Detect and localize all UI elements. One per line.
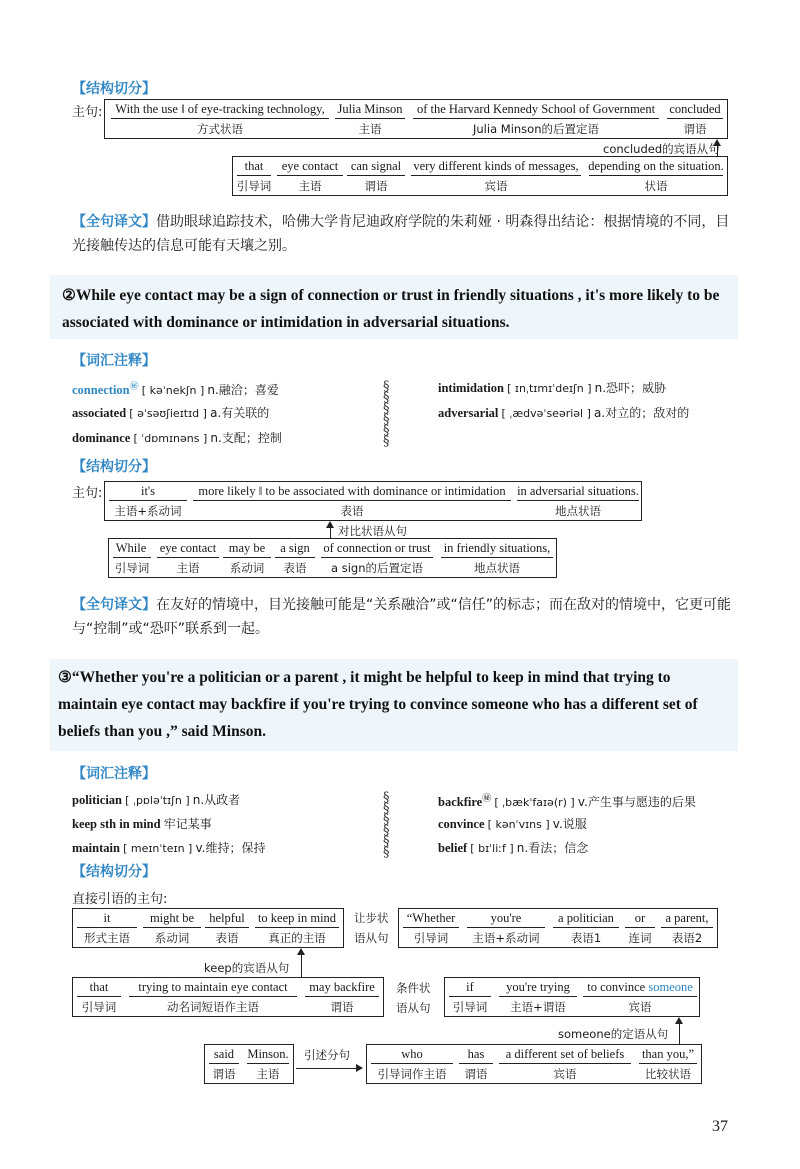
underline xyxy=(205,927,249,928)
seg-zh: 系动词 xyxy=(154,931,190,945)
underline xyxy=(275,557,315,558)
underline xyxy=(667,118,723,119)
seg-zh: 主语 xyxy=(358,122,382,136)
vocab-item: dominance [ ˈdɒmɪnəns ] n.支配；控制 xyxy=(72,431,282,445)
seg-en: who xyxy=(401,1047,423,1061)
vocab-heading-2: 【词汇注释】 xyxy=(72,353,156,369)
vocab-item: politician [ ˌpɒləˈtɪʃn ] n.从政者 xyxy=(72,793,241,807)
clause-box-2 xyxy=(398,908,718,948)
seg-en: Julia Minson xyxy=(337,102,403,116)
seg-zh: 连词 xyxy=(628,931,652,945)
main-clause-label-2: 主句: xyxy=(72,486,103,501)
vocab-item: backfire㊙ [ ˌbækˈfaɪə(r) ] v.产生事与愿违的后果 xyxy=(438,793,696,810)
sub-clause-box-2 xyxy=(108,538,557,578)
seg-zh: 引导词 xyxy=(236,179,272,193)
connector-line xyxy=(301,954,302,977)
seg-zh: 谓语 xyxy=(212,1067,236,1081)
seg-en: of the Harvard Kennedy School of Government xyxy=(416,102,656,116)
someone-highlight: someone xyxy=(648,980,693,994)
divider-squiggle: § § § § § § xyxy=(383,379,390,449)
seg-en: can signal xyxy=(350,159,402,173)
underline xyxy=(459,1063,493,1064)
condition-label-line2: 语从句 xyxy=(396,1001,431,1015)
arrow-line xyxy=(296,1068,356,1069)
reporting-label: 引述分句 xyxy=(304,1048,350,1062)
seg-zh: 动名词短语作主语 xyxy=(167,1000,259,1014)
translation-2 xyxy=(72,593,736,641)
seg-en: a politician xyxy=(558,911,614,925)
seg-zh: 引导词作主语 xyxy=(377,1067,447,1081)
seg-en: than you,” xyxy=(641,1047,695,1061)
seg-zh: 表语2 xyxy=(671,931,703,945)
seg-zh: 主语 xyxy=(176,561,200,575)
seg-zh: 谓语 xyxy=(330,1000,354,1014)
seg-zh: 引导词 xyxy=(413,931,449,945)
underline xyxy=(403,927,459,928)
seg-zh: 系动词 xyxy=(229,561,265,575)
page-number: 37 xyxy=(712,1118,728,1135)
seg-zh: 表语 xyxy=(340,504,364,518)
clause-box-5 xyxy=(204,1044,294,1084)
underline xyxy=(589,175,723,176)
vocab-item: belief [ bɪˈliːf ] n.看法；信念 xyxy=(438,841,589,855)
seg-en: may backfire xyxy=(309,980,375,994)
seg-zh: 引导词 xyxy=(114,561,150,575)
main-clause-box-2 xyxy=(104,481,642,521)
seg-zh: 主语+系动词 xyxy=(114,504,182,518)
seg-en: in friendly situations, xyxy=(443,541,551,555)
seg-en: depending on the situation. xyxy=(588,159,724,173)
underline xyxy=(413,118,659,119)
underline xyxy=(499,1063,631,1064)
underline xyxy=(639,1063,697,1064)
underline xyxy=(193,500,511,501)
seg-zh: 谓语 xyxy=(364,179,388,193)
vocab-heading-3: 【词汇注释】 xyxy=(72,766,156,782)
seg-en: might be xyxy=(149,911,195,925)
underline xyxy=(441,557,553,558)
seg-en: it's xyxy=(140,484,156,498)
seg-zh: 形式主语 xyxy=(84,931,130,945)
seg-en: you're xyxy=(490,911,522,925)
seg-zh: 主语 xyxy=(298,179,322,193)
seg-en: has xyxy=(467,1047,485,1061)
underline xyxy=(143,927,201,928)
structure-heading-2: 【结构切分】 xyxy=(72,459,156,475)
seg-en: more likely ‖ to be associated with dominance or intimidation xyxy=(198,484,506,498)
seg-zh: 宾语 xyxy=(628,1000,652,1014)
translation-1 xyxy=(72,210,736,258)
seg-en: that xyxy=(244,159,264,173)
vocab-item: keep sth in mind 牢记某事 xyxy=(72,817,212,831)
seg-zh: 表语 xyxy=(283,561,307,575)
seg-zh: 引导词 xyxy=(452,1000,488,1014)
underline xyxy=(661,927,713,928)
sentence-3: ③“Whether you're a politician or a parent , it might be helpful to keep in mind that trying to maintain eye contact may backfire if you're trying to convince someone who has a different set of beliefs than you ,” said Minson. xyxy=(58,669,698,740)
underline xyxy=(411,175,581,176)
underline xyxy=(209,1063,239,1064)
seg-zh: 地点状语 xyxy=(555,504,601,518)
arrow-right-icon xyxy=(356,1064,363,1072)
seg-zh: 表语 xyxy=(215,931,239,945)
seg-zh: 引导词 xyxy=(81,1000,117,1014)
seg-en: With the use ‖ of eye-tracking technology, xyxy=(115,102,325,116)
main-clause-box-1 xyxy=(104,99,728,139)
seg-en: in adversarial situations. xyxy=(517,484,639,498)
clause-box-1 xyxy=(72,908,344,948)
clause-box-6 xyxy=(366,1044,702,1084)
main-clause-label-1: 主句: xyxy=(72,105,103,120)
underline xyxy=(335,118,405,119)
vocab-item: maintain [ meɪnˈteɪn ] v.维持；保持 xyxy=(72,841,266,855)
seg-zh: 状语 xyxy=(644,179,668,193)
condition-label-line1: 条件状 xyxy=(396,981,431,995)
seg-en: eye contact xyxy=(159,541,217,555)
underline xyxy=(129,996,297,997)
underline xyxy=(111,118,329,119)
underline xyxy=(449,996,491,997)
connector-line xyxy=(679,1023,680,1044)
seg-en: a different set of beliefs xyxy=(505,1047,625,1061)
seg-en: a sign xyxy=(280,541,310,555)
seg-zh: a sign的后置定语 xyxy=(331,561,423,575)
vocab-item: associated [ əˈsəʊʃieɪtɪd ] a.有关联的 xyxy=(72,406,270,420)
seg-zh: 谓语 xyxy=(683,122,707,136)
underline xyxy=(467,927,545,928)
seg-en: trying to maintain eye contact xyxy=(138,980,288,994)
seg-zh: Julia Minson的后置定语 xyxy=(473,122,599,136)
underline xyxy=(109,500,187,501)
vocab-item: adversarial [ ˌædvəˈseəriəl ] a.对立的；敌对的 xyxy=(438,406,690,420)
underline xyxy=(157,557,219,558)
seg-zh: 表语1 xyxy=(570,931,602,945)
seg-zh: 方式状语 xyxy=(197,122,243,136)
seg-zh: 主语 xyxy=(256,1067,280,1081)
seg-en: “Whether xyxy=(406,911,456,925)
underline xyxy=(77,996,121,997)
underline xyxy=(77,927,137,928)
link-label-1: concluded的宾语从句 xyxy=(603,142,720,156)
vocab-item: convince [ kənˈvɪns ] v.说服 xyxy=(438,817,587,831)
structure-heading-3: 【结构切分】 xyxy=(72,864,156,880)
underline xyxy=(553,927,619,928)
seg-zh: 比较状语 xyxy=(645,1067,691,1081)
seg-en: that xyxy=(89,980,109,994)
seg-zh: 主语+谓语 xyxy=(510,1000,566,1014)
seg-en: Minson. xyxy=(247,1047,289,1061)
clause-box-4 xyxy=(444,977,700,1017)
seg-en: said xyxy=(213,1047,235,1061)
seg-zh: 宾语 xyxy=(484,179,508,193)
translation-tag: 【全句译文】 xyxy=(72,597,156,613)
divider-squiggle: § § § § § § xyxy=(383,790,390,860)
seg-zh: 主语+系动词 xyxy=(472,931,540,945)
underline xyxy=(255,927,339,928)
translation-text: 在友好的情境中，目光接触可能是“关系融洽”或“信任”的标志；而在敌对的情境中，它更可能与“控制”或“恐吓”联系到一起。 xyxy=(72,597,732,637)
quote-main-label: 直接引语的主句: xyxy=(72,892,168,907)
connector-line xyxy=(330,527,331,538)
underline xyxy=(277,175,343,176)
seg-en: if xyxy=(466,980,474,994)
seg-en: helpful xyxy=(209,911,245,925)
translation-tag: 【全句译文】 xyxy=(72,214,156,230)
link-label-2: 对比状语从句 xyxy=(338,524,407,538)
underline xyxy=(321,557,433,558)
underline xyxy=(499,996,577,997)
seg-en: to keep in mind xyxy=(257,911,337,925)
underline xyxy=(583,996,697,997)
underline xyxy=(371,1063,453,1064)
concession-label-line1: 让步状 xyxy=(354,911,389,925)
seg-en: it xyxy=(103,911,111,925)
underline xyxy=(247,1063,289,1064)
seg-en: very different kinds of messages, xyxy=(413,159,579,173)
structure-heading-1: 【结构切分】 xyxy=(72,81,156,97)
seg-zh: 宾语 xyxy=(553,1067,577,1081)
seg-en: or xyxy=(634,911,646,925)
underline xyxy=(347,175,405,176)
seg-zh: 地点状语 xyxy=(474,561,520,575)
underline xyxy=(113,557,151,558)
underline xyxy=(625,927,655,928)
sentence-2: ②While eye contact may be a sign of connection or trust in friendly situations , it's more likely to be associated with dominance or intimidation in adversarial situations. xyxy=(62,287,720,331)
vocab-item: intimidation [ ɪnˌtɪmɪˈdeɪʃn ] n.恐吓；威胁 xyxy=(438,381,667,395)
seg-en: to convince someone xyxy=(587,980,693,994)
seg-en: a parent, xyxy=(665,911,709,925)
keep-label: keep的宾语从句 xyxy=(204,961,290,975)
underline xyxy=(517,500,639,501)
translation-text: 借助眼球追踪技术，哈佛大学肯尼迪政府学院的朱莉娅 · 明森得出结论：根据情境的不同，目光接触传达的信息可能有天壤之别。 xyxy=(72,214,730,254)
seg-en: While xyxy=(115,541,147,555)
concession-label-line2: 语从句 xyxy=(354,931,389,945)
underline xyxy=(237,175,271,176)
seg-zh: 真正的主语 xyxy=(268,931,326,945)
sub-clause-box-1 xyxy=(232,156,728,196)
underline xyxy=(223,557,271,558)
seg-en: may be xyxy=(228,541,266,555)
vocab-item: connection㊙ [ kəˈnekʃn ] n.融洽；喜爱 xyxy=(72,381,279,398)
seg-en: you're trying xyxy=(506,980,570,994)
seg-en: of connection or trust xyxy=(323,541,431,555)
seg-en: concluded xyxy=(669,102,721,116)
seg-zh: 谓语 xyxy=(464,1067,488,1081)
seg-en: eye contact xyxy=(281,159,339,173)
clause-box-3 xyxy=(72,977,384,1017)
underline xyxy=(305,996,379,997)
someone-label: someone的定语从句 xyxy=(558,1027,669,1041)
